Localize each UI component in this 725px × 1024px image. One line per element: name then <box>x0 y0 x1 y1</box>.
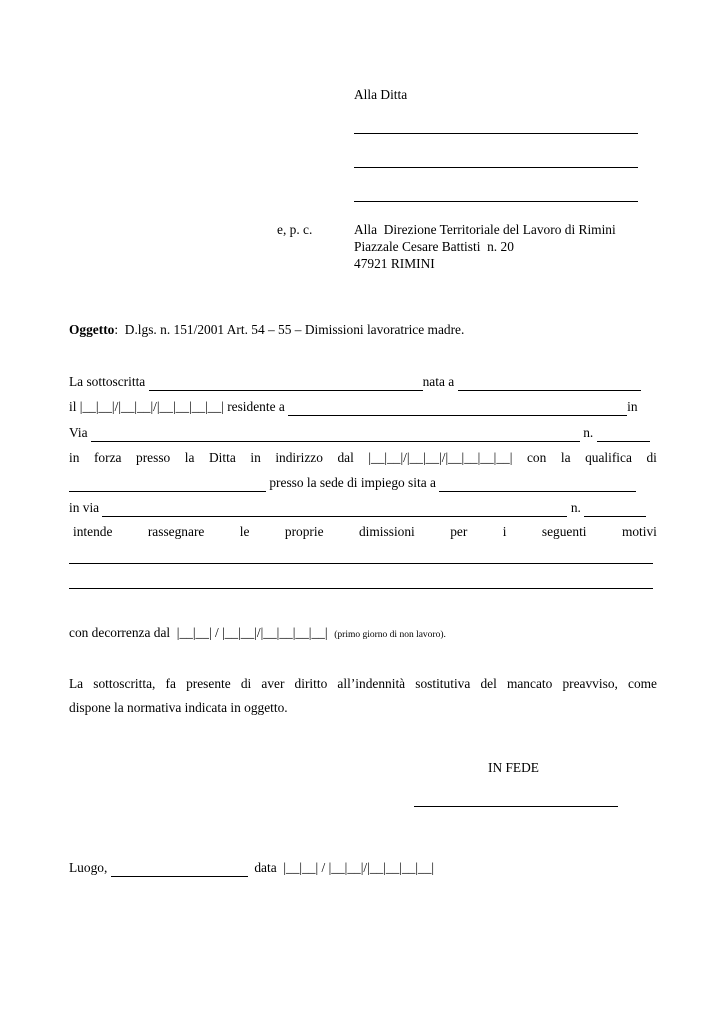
date-field[interactable]: data |__|__| / |__|__|/|__|__|__|__| <box>254 860 435 875</box>
workplace-street-field[interactable] <box>102 500 567 517</box>
luogo-label: Luogo, <box>69 860 111 875</box>
address-line-1: Alla Direzione Territoriale del Lavoro di Rimini <box>354 222 616 237</box>
street-field[interactable] <box>91 425 580 442</box>
indennita-text-1: La sottoscritta, fa presente di aver diritto all’indennità sostitutiva del mancato preavviso, come <box>69 676 657 691</box>
word: forza <box>93 450 122 465</box>
word: intende <box>73 524 113 539</box>
in-label: in <box>627 399 638 414</box>
sede-label: presso la sede di impiego sita a <box>266 475 440 490</box>
word: con <box>526 450 547 465</box>
address-line-2: Piazzale Cesare Battisti n. 20 <box>354 239 514 254</box>
word: rassegnare <box>147 524 205 539</box>
body-line-2 <box>69 399 638 416</box>
hire-date-field[interactable]: |__|__|/|__|__|/|__|__|__|__| <box>368 450 513 465</box>
decorrenza-line <box>69 625 446 643</box>
word: in <box>69 450 80 465</box>
workplace-number-field[interactable] <box>584 500 646 517</box>
decorrenza-date-field[interactable]: con decorrenza dal |__|__| / |__|__|/|__|__|__|__| <box>69 625 328 640</box>
body-line-6 <box>69 500 646 517</box>
epc-label: e, p. c. <box>277 222 313 237</box>
word: la <box>184 450 195 465</box>
recipient-line-2[interactable] <box>354 167 638 168</box>
word: dimissioni <box>358 524 415 539</box>
word: indirizzo <box>275 450 323 465</box>
subject-label: Oggetto <box>69 322 115 337</box>
recipient-title: Alla Ditta <box>354 87 408 102</box>
luogo-field[interactable] <box>111 860 248 877</box>
in-via-label: in via <box>69 500 103 515</box>
birthplace-field[interactable] <box>458 374 641 391</box>
word: i <box>502 524 507 539</box>
workplace-city-field[interactable] <box>439 475 636 492</box>
word: la <box>560 450 571 465</box>
numero-label: n. <box>579 425 597 440</box>
reasons-line-2[interactable] <box>69 588 653 589</box>
numero-label-2: n. <box>567 500 585 515</box>
recipient-line-1[interactable] <box>354 133 638 134</box>
body-line-7 <box>73 524 657 540</box>
body-line-4 <box>69 450 657 466</box>
word: di <box>646 450 657 465</box>
word: seguenti <box>541 524 587 539</box>
street-number-field[interactable] <box>597 425 650 442</box>
via-label: Via <box>69 425 91 440</box>
in-fede-label: IN FEDE <box>488 760 539 775</box>
reasons-line-1[interactable] <box>69 563 653 564</box>
residence-field[interactable] <box>288 399 627 416</box>
indennita-line-1 <box>69 676 657 692</box>
word: qualifica <box>585 450 632 465</box>
qualification-field[interactable] <box>69 475 266 492</box>
word: Ditta <box>209 450 236 465</box>
word: motivi <box>621 524 657 539</box>
recipient-line-3[interactable] <box>354 201 638 202</box>
word: per <box>450 524 468 539</box>
name-field[interactable] <box>149 374 423 391</box>
word: proprie <box>284 524 324 539</box>
indennita-line-2: dispone la normativa indicata in oggetto. <box>69 700 288 715</box>
body-line-5 <box>69 475 636 492</box>
word: le <box>239 524 250 539</box>
luogo-data-line <box>69 860 434 877</box>
signature-line[interactable] <box>414 806 618 807</box>
sottoscritta-label: La sottoscritta <box>69 374 149 389</box>
subject-text: : D.lgs. n. 151/2001 Art. 54 – 55 – Dimissioni lavoratrice madre. <box>114 322 465 337</box>
birthdate-residence-label: il |__|__|/|__|__|/|__|__|__|__| residente a <box>69 399 289 414</box>
body-line-1 <box>69 374 641 391</box>
word: presso <box>136 450 171 465</box>
body-line-3 <box>69 425 650 442</box>
word: in <box>250 450 261 465</box>
address-line-3: 47921 RIMINI <box>354 256 435 271</box>
decorrenza-note: (primo giorno di non lavoro). <box>334 630 446 640</box>
word: dal <box>337 450 354 465</box>
subject-line <box>69 322 464 338</box>
nata-a-label: nata a <box>422 374 458 389</box>
